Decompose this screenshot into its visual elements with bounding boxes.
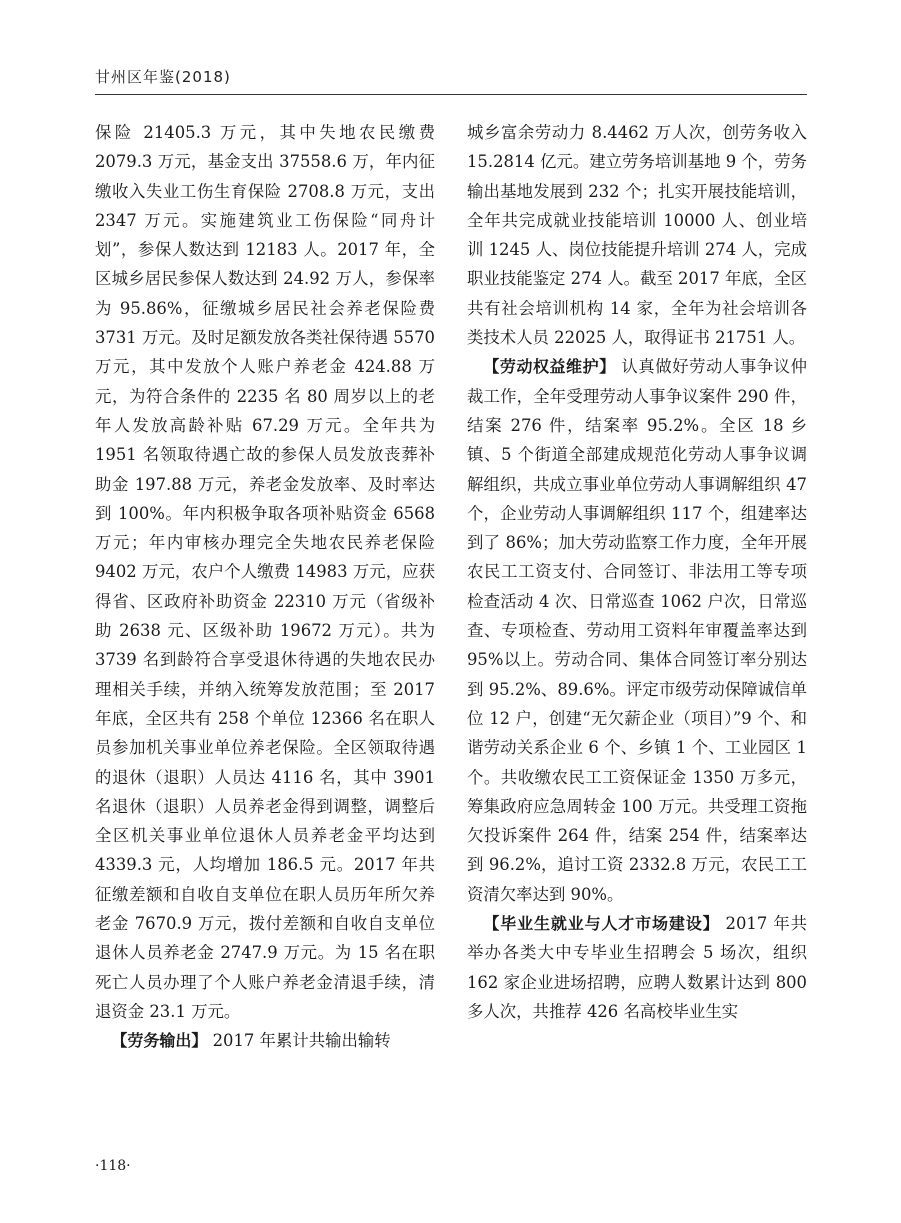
paragraph-labor-export-cont: 城乡富余劳动力 8.4462 万人次，创劳务收入 15.2814 亿元。建立劳务培训基地 9 个，劳务输出基地发展到 232 个；扎实开展技能培训，全年共完成就业技能培训 10000 人、创业培训 1245 人、岗位技能提升培训 274 人，完成职业技能鉴定 274 人。截至 2017 年底，全区共有社会培训机构 14 家，全年为社会培训各类技术人员 22025 人，取得证书 21751 人。 <box>467 123 807 348</box>
paragraph-text: 2017 年共举办各类大中专毕业生招聘会 5 场次，组织 162 家企业进场招聘，应聘人数累计达到 800 多人次，共推荐 426 名高校毕业生实 <box>467 914 807 1021</box>
running-header: 甘州区年鉴(2018) <box>95 68 231 86</box>
right-column <box>467 118 807 1026</box>
paragraph-text: 2017 年累计共输出输转 <box>207 1031 391 1051</box>
paragraph-labor-export <box>95 1026 435 1055</box>
paragraph-text: 认真做好劳动人事争议仲裁工作，全年受理劳动人事争议案件 290 件，结案 276 件，结案率 95.2%。全区 18 乡镇、5 个街道全部建成规范化劳动人事争议调解组织，共成立事业单位劳动人事调解组织 47 个，企业劳动人事调解组织 117 个，组建率达到了 86%；加大劳动监察工作力度，全年开展农民工工资支付、合同签订、非法用工等专项检查活动 4 次、日常巡查 1062 户次，日常巡查、专项检查、劳动用工资料年审覆盖率达到 95%以上。劳动合同、集体合同签订率分别达到 95.2%、89.6%。评定市级劳动保障诚信单位 12 户，创建“无欠薪企业（项目）”9 个、和谐劳动关系企业 6 个、乡镇 1 个、工业园区 1 个。共收缴农民工工资保证金 1350 万多元，筹集政府应急周转金 100 万元。共受理工资拖欠投诉案件 264 件，结案 254 件，结案率达到 96.2%，追讨工资 2332.8 万元，农民工工资清欠率达到 90%。 <box>467 357 807 904</box>
section-heading-labor-export: 【劳务输出】 <box>111 1031 208 1051</box>
section-heading-graduate-employment: 【毕业生就业与人才市场建设】 <box>483 914 720 934</box>
paragraph-graduate-employment <box>467 909 807 1026</box>
left-column <box>95 118 435 1056</box>
paragraph-social-insurance: 保险 21405.3 万元，其中失地农民缴费 2079.3 万元，基金支出 37558.6 万，年内征缴收入失业工伤生育保险 2708.8 万元，支出 2347 万元。实施建筑业工伤保险“同舟计划”，参保人数达到 12183 人。2017 年，全区城乡居民参保人数达到 24.92 万人，参保率为 95.86%，征缴城乡居民社会养老保险费 3731 万元。及时足额发放各类社保待遇 5570 万元，其中发放个人账户养老金 424.88 万元，为符合条件的 2235 名 80 周岁以上的老年人发放高龄补贴 67.29 万元。全年共为 1951 名领取待遇亡故的参保人员发放丧葬补助金 197.88 万元，养老金发放率、及时率达到 100%。年内积极争取各项补贴资金 6568 万元；年内审核办理完全失地农民养老保险 9402 万元，农户个人缴费 14983 万元，应获得省、区政府补助资金 22310 万元（省级补助 2638 元、区级补助 19672 万元）。共为 3739 名到龄符合享受退休待遇的失地农民办理相关手续，并纳入统筹发放范围；至 2017 年底，全区共有 258 个单位 12366 名在职人员参加机关事业单位养老保险。全区领取待遇的退休（退职）人员达 4116 名，其中 3901 名退休（退职）人员养老金得到调整，调整后全区机关事业单位退休人员养老金平均达到 4339.3 元，人均增加 186.5 元。2017 年共征缴差额和自收自支单位在职人员历年所欠养老金 7670.9 万元，拨付差额和自收自支单位退休人员养老金 2747.9 万元。为 15 名在职死亡人员办理了个人账户养老金清退手续，清退资金 23.1 万元。 <box>95 123 435 1021</box>
paragraph-labor-rights <box>467 352 807 909</box>
page-number: ·118· <box>95 1158 131 1174</box>
header-rule <box>95 94 807 95</box>
section-heading-labor-rights: 【劳动权益维护】 <box>483 357 616 377</box>
